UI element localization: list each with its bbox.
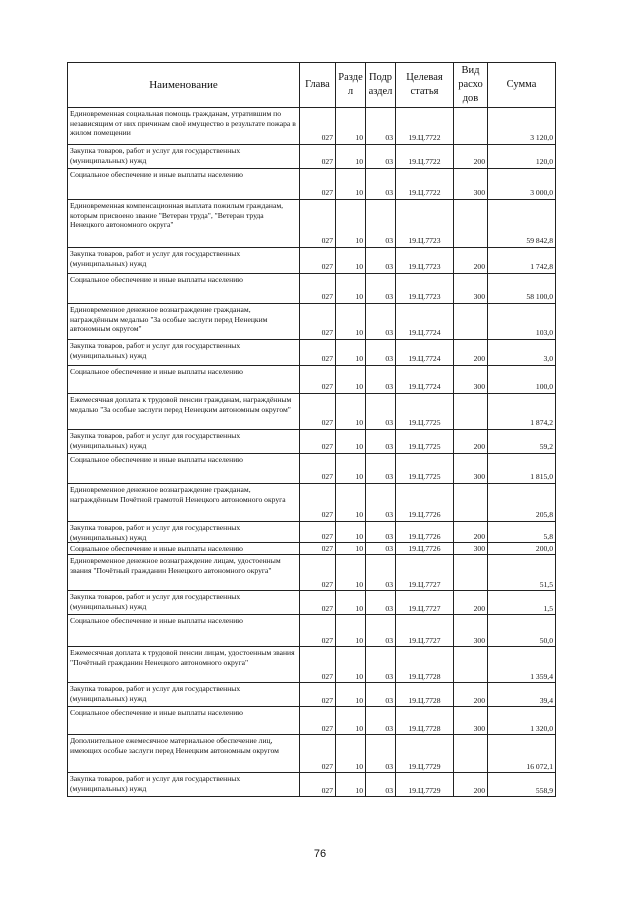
row-name: Ежемесячная доплата к трудовой пенсии гражданам, награждённым медалью "За особые заслуги перед Ненецким автономным округом"	[68, 394, 300, 430]
row-name: Закупка товаров, работ и услуг для государственных (муниципальных) нужд	[68, 145, 300, 169]
row-section: 10	[336, 430, 366, 454]
row-subsection: 03	[366, 555, 396, 591]
row-section: 10	[336, 169, 366, 200]
row-amount: 3,0	[488, 340, 556, 366]
row-expense-type: 300	[454, 454, 488, 484]
table-body	[68, 108, 556, 797]
row-subsection: 03	[366, 430, 396, 454]
row-section: 10	[336, 145, 366, 169]
row-chapter: 027	[300, 707, 336, 735]
header-expense-type: Вид расхо дов	[454, 63, 488, 108]
row-amount: 51,5	[488, 555, 556, 591]
row-amount: 59,2	[488, 430, 556, 454]
row-amount: 5,8	[488, 522, 556, 543]
row-chapter: 027	[300, 145, 336, 169]
row-amount: 103,0	[488, 304, 556, 340]
row-subsection: 03	[366, 274, 396, 304]
row-expense-type	[454, 647, 488, 683]
row-target: 19.Ц.7725	[396, 454, 454, 484]
row-target: 19.Ц.7727	[396, 615, 454, 647]
row-name: Закупка товаров, работ и услуг для государственных (муниципальных) нужд	[68, 683, 300, 707]
row-subsection: 03	[366, 145, 396, 169]
table-row	[68, 108, 556, 145]
row-expense-type: 300	[454, 169, 488, 200]
row-chapter: 027	[300, 735, 336, 773]
row-target: 19.Ц.7729	[396, 773, 454, 797]
row-chapter: 027	[300, 430, 336, 454]
table-row	[68, 735, 556, 773]
row-name: Единовременная компенсационная выплата пожилым гражданам, которым присвоено звание "Ветеран труда", "Ветеран труда Ненецкого автономного округа"	[68, 200, 300, 248]
row-chapter: 027	[300, 340, 336, 366]
row-subsection: 03	[366, 304, 396, 340]
header-target: Целевая статья	[396, 63, 454, 108]
table-row	[68, 200, 556, 248]
row-name: Ежемесячная доплата к трудовой пенсии лицам, удостоенным звания "Почётный гражданин Ненецкого автономного округа"	[68, 647, 300, 683]
row-amount: 3 120,0	[488, 108, 556, 145]
row-amount: 1,5	[488, 591, 556, 615]
row-name: Единовременная социальная помощь гражданам, утратившим по независящим от них причинам своё имущество в результате пожара в жилом помещении	[68, 108, 300, 145]
row-subsection: 03	[366, 615, 396, 647]
row-chapter: 027	[300, 647, 336, 683]
row-chapter: 027	[300, 304, 336, 340]
row-subsection: 03	[366, 484, 396, 522]
row-amount: 120,0	[488, 145, 556, 169]
row-chapter: 027	[300, 248, 336, 274]
table-row	[68, 340, 556, 366]
table-row	[68, 366, 556, 394]
table-row	[68, 591, 556, 615]
row-subsection: 03	[366, 108, 396, 145]
row-name: Социальное обеспечение и иные выплаты населению	[68, 169, 300, 200]
row-section: 10	[336, 248, 366, 274]
row-expense-type	[454, 484, 488, 522]
row-amount: 100,0	[488, 366, 556, 394]
row-target: 19.Ц.7725	[396, 394, 454, 430]
row-amount: 16 072,1	[488, 735, 556, 773]
row-chapter: 027	[300, 366, 336, 394]
row-subsection: 03	[366, 340, 396, 366]
row-expense-type	[454, 394, 488, 430]
row-chapter: 027	[300, 543, 336, 555]
row-amount: 50,0	[488, 615, 556, 647]
row-amount: 558,9	[488, 773, 556, 797]
row-subsection: 03	[366, 169, 396, 200]
row-section: 10	[336, 683, 366, 707]
row-section: 10	[336, 394, 366, 430]
row-subsection: 03	[366, 394, 396, 430]
row-target: 19.Ц.7722	[396, 169, 454, 200]
row-expense-type	[454, 304, 488, 340]
table-row	[68, 394, 556, 430]
table-row	[68, 430, 556, 454]
row-section: 10	[336, 647, 366, 683]
row-section: 10	[336, 522, 366, 543]
row-expense-type: 200	[454, 683, 488, 707]
row-amount: 205,8	[488, 484, 556, 522]
row-target: 19.Ц.7725	[396, 430, 454, 454]
row-chapter: 027	[300, 274, 336, 304]
row-expense-type: 200	[454, 145, 488, 169]
row-chapter: 027	[300, 591, 336, 615]
page-number: 76	[313, 848, 327, 860]
row-target: 19.Ц.7723	[396, 248, 454, 274]
row-section: 10	[336, 591, 366, 615]
row-target: 19.Ц.7722	[396, 145, 454, 169]
row-name: Единовременное денежное вознаграждение лицам, удостоенным звания "Почётный гражданин Ненецкого автономного округа"	[68, 555, 300, 591]
row-section: 10	[336, 304, 366, 340]
row-name: Закупка товаров, работ и услуг для государственных (муниципальных) нужд	[68, 248, 300, 274]
row-subsection: 03	[366, 200, 396, 248]
row-chapter: 027	[300, 773, 336, 797]
table-row	[68, 555, 556, 591]
header-amount: Сумма	[488, 63, 556, 108]
row-name: Закупка товаров, работ и услуг для государственных (муниципальных) нужд	[68, 773, 300, 797]
row-section: 10	[336, 615, 366, 647]
row-expense-type: 300	[454, 615, 488, 647]
row-target: 19.Ц.7728	[396, 707, 454, 735]
row-name: Закупка товаров, работ и услуг для государственных (муниципальных) нужд	[68, 591, 300, 615]
table-row	[68, 543, 556, 555]
row-section: 10	[336, 108, 366, 145]
row-name: Дополнительное ежемесячное материальное обеспечение лиц, имеющих особые заслуги перед Ненецким автономным округом	[68, 735, 300, 773]
table-row	[68, 304, 556, 340]
row-target: 19.Ц.7722	[396, 108, 454, 145]
header-chapter: Глава	[300, 63, 336, 108]
row-subsection: 03	[366, 707, 396, 735]
table-row	[68, 248, 556, 274]
row-amount: 58 100,0	[488, 274, 556, 304]
row-target: 19.Ц.7724	[396, 366, 454, 394]
row-amount: 200,0	[488, 543, 556, 555]
row-name: Социальное обеспечение и иные выплаты населению	[68, 274, 300, 304]
row-section: 10	[336, 200, 366, 248]
header-subsection: Подр аздел	[366, 63, 396, 108]
row-subsection: 03	[366, 454, 396, 484]
row-target: 19.Ц.7728	[396, 647, 454, 683]
row-name: Закупка товаров, работ и услуг для государственных (муниципальных) нужд	[68, 340, 300, 366]
row-expense-type	[454, 108, 488, 145]
row-subsection: 03	[366, 683, 396, 707]
table-row	[68, 145, 556, 169]
row-name: Социальное обеспечение и иные выплаты населению	[68, 454, 300, 484]
table-row	[68, 773, 556, 797]
row-expense-type	[454, 735, 488, 773]
row-section: 10	[336, 366, 366, 394]
row-chapter: 027	[300, 615, 336, 647]
row-expense-type: 300	[454, 543, 488, 555]
row-name: Закупка товаров, работ и услуг для государственных (муниципальных) нужд	[68, 430, 300, 454]
row-name: Социальное обеспечение и иные выплаты населению	[68, 543, 300, 555]
row-expense-type	[454, 200, 488, 248]
row-subsection: 03	[366, 543, 396, 555]
row-section: 10	[336, 274, 366, 304]
row-chapter: 027	[300, 454, 336, 484]
row-amount: 1 874,2	[488, 394, 556, 430]
row-target: 19.Ц.7727	[396, 555, 454, 591]
row-target: 19.Ц.7726	[396, 484, 454, 522]
row-chapter: 027	[300, 484, 336, 522]
row-subsection: 03	[366, 248, 396, 274]
row-subsection: 03	[366, 735, 396, 773]
row-expense-type: 200	[454, 522, 488, 543]
row-subsection: 03	[366, 647, 396, 683]
row-subsection: 03	[366, 591, 396, 615]
row-amount: 1 320,0	[488, 707, 556, 735]
row-section: 10	[336, 555, 366, 591]
table-row	[68, 647, 556, 683]
row-chapter: 027	[300, 555, 336, 591]
row-section: 10	[336, 707, 366, 735]
row-target: 19.Ц.7726	[396, 543, 454, 555]
row-expense-type: 300	[454, 707, 488, 735]
table-row	[68, 454, 556, 484]
row-target: 19.Ц.7727	[396, 591, 454, 615]
row-name: Закупка товаров, работ и услуг для государственных (муниципальных) нужд	[68, 522, 300, 543]
row-chapter: 027	[300, 108, 336, 145]
row-name: Единовременное денежное вознаграждение гражданам, награждённым Почётной грамотой Ненецкого автономного округа	[68, 484, 300, 522]
row-section: 10	[336, 340, 366, 366]
header-name: Наименование	[68, 63, 300, 108]
row-expense-type: 300	[454, 366, 488, 394]
row-name: Социальное обеспечение и иные выплаты населению	[68, 615, 300, 647]
row-target: 19.Ц.7726	[396, 522, 454, 543]
row-subsection: 03	[366, 773, 396, 797]
row-section: 10	[336, 454, 366, 484]
row-subsection: 03	[366, 522, 396, 543]
header-section: Разде л	[336, 63, 366, 108]
row-name: Единовременное денежное вознаграждение гражданам, награждённым медалью "За особые заслуги перед Ненецким автономным округом"	[68, 304, 300, 340]
row-amount: 1 742,8	[488, 248, 556, 274]
table-row	[68, 683, 556, 707]
row-expense-type: 200	[454, 773, 488, 797]
row-target: 19.Ц.7723	[396, 274, 454, 304]
row-section: 10	[336, 735, 366, 773]
row-chapter: 027	[300, 394, 336, 430]
table-row	[68, 522, 556, 543]
row-target: 19.Ц.7724	[396, 340, 454, 366]
row-target: 19.Ц.7723	[396, 200, 454, 248]
table-row	[68, 615, 556, 647]
row-amount: 1 359,4	[488, 647, 556, 683]
row-amount: 3 000,0	[488, 169, 556, 200]
row-amount: 1 815,0	[488, 454, 556, 484]
table-row	[68, 169, 556, 200]
row-expense-type: 200	[454, 248, 488, 274]
row-expense-type	[454, 555, 488, 591]
row-section: 10	[336, 773, 366, 797]
row-chapter: 027	[300, 683, 336, 707]
row-expense-type: 200	[454, 340, 488, 366]
table-row	[68, 484, 556, 522]
row-name: Социальное обеспечение и иные выплаты населению	[68, 707, 300, 735]
row-chapter: 027	[300, 200, 336, 248]
table-row	[68, 707, 556, 735]
row-chapter: 027	[300, 169, 336, 200]
budget-table	[67, 62, 556, 797]
row-name: Социальное обеспечение и иные выплаты населению	[68, 366, 300, 394]
row-section: 10	[336, 484, 366, 522]
table-header-row	[68, 63, 556, 108]
row-expense-type: 300	[454, 274, 488, 304]
row-target: 19.Ц.7729	[396, 735, 454, 773]
row-expense-type: 200	[454, 430, 488, 454]
row-target: 19.Ц.7724	[396, 304, 454, 340]
row-subsection: 03	[366, 366, 396, 394]
row-target: 19.Ц.7728	[396, 683, 454, 707]
row-chapter: 027	[300, 522, 336, 543]
table-row	[68, 274, 556, 304]
row-expense-type: 200	[454, 591, 488, 615]
row-section: 10	[336, 543, 366, 555]
row-amount: 59 842,8	[488, 200, 556, 248]
row-amount: 39,4	[488, 683, 556, 707]
